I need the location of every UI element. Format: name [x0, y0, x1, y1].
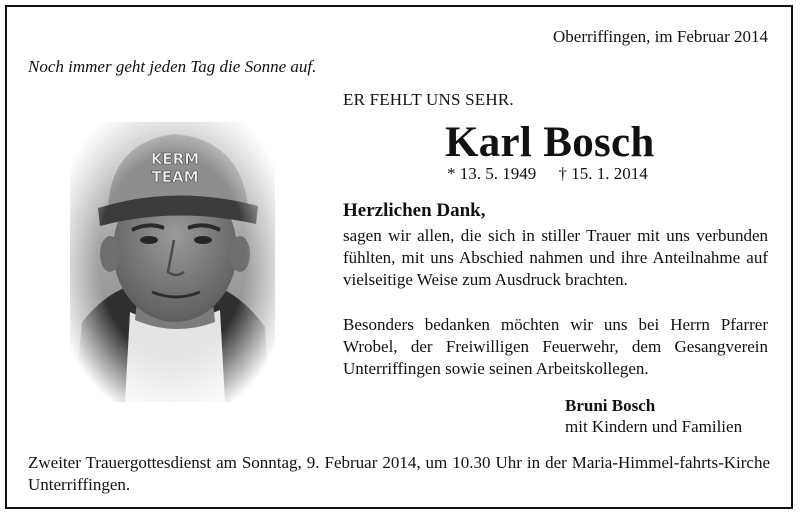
life-dates: [447, 164, 648, 184]
death-date: † 15. 1. 2014: [558, 164, 648, 183]
dateline: Oberriffingen, im Februar 2014: [553, 27, 768, 46]
service-announcement: Zweiter Trauergottesdienst am Sonntag, 9. Februar 2014, um 10.30 Uhr in der Maria-Himmel-fahrts-Kirche Unterriffingen.: [28, 453, 770, 494]
deceased-name: Karl Bosch: [445, 119, 655, 166]
thanks-paragraph-1: sagen wir allen, die sich in stiller Trauer mit uns verbunden fühlten, mit uns Abschied nahmen und ihre Anteilnahme auf vielseitige Weise zum Ausdruck brachten.: [343, 226, 768, 289]
motto: Noch immer geht jeden Tag die Sonne auf.: [28, 57, 317, 76]
thanks-heading: Herzlichen Dank,: [343, 200, 486, 221]
signature-family: mit Kindern und Familien: [565, 417, 743, 436]
signature-name: Bruni Bosch: [565, 396, 656, 415]
missed-line: ER FEHLT UNS SEHR.: [343, 90, 514, 109]
portrait-photo: [70, 122, 275, 402]
thanks-paragraph-2: Besonders bedanken möchten wir uns bei Herrn Pfarrer Wrobel, der Freiwilligen Feuerwehr, dem Gesangverein Unterriffingen sowie seinen Arbeitskollegen.: [343, 315, 768, 378]
birth-date: * 13. 5. 1949: [447, 164, 537, 183]
